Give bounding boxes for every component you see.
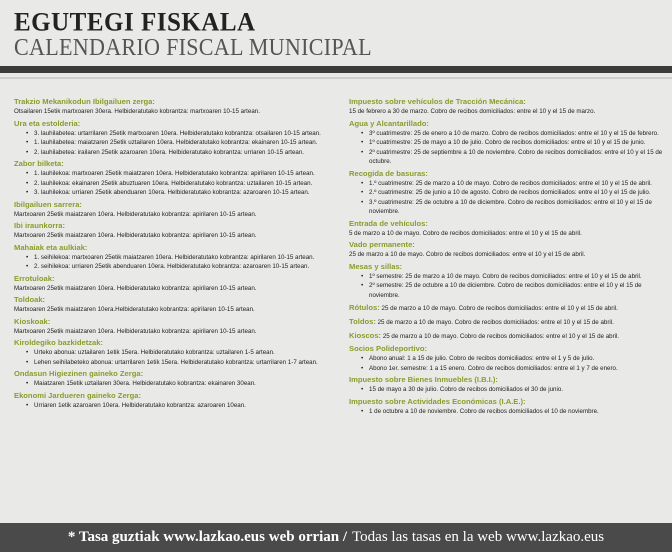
section-kioscos xyxy=(349,331,667,342)
list-item: • 3. lauhilekoa: urriaren 25etik abenduaren 10era. Helbideratutako kobrantza: azaroaren 10-15 artean. xyxy=(26,188,334,198)
section-text: 25 de marzo a 10 de mayo. Cobro de recibos domiciliados: entre el 10 y el 15 de abril. xyxy=(382,333,620,340)
section-zabor xyxy=(14,159,334,198)
divider-line xyxy=(0,77,672,79)
section-heading: Toldoak: xyxy=(14,295,46,304)
list-item: • Abono anual: 1 a 15 de julio. Cobro de recibos domiciliados: entre el 1 y 5 de julio. xyxy=(361,354,667,364)
section-heading: Impuesto sobre Actividades Económicas (I.A.E.): xyxy=(349,396,526,406)
list-item: • Maiatzaren 15etik uztailaren 30era. Helbideratutako kobrantza: ekainaren 30ean. xyxy=(26,379,334,389)
spanish-column xyxy=(349,95,667,418)
section-mahaiak xyxy=(14,243,334,272)
section-ibi xyxy=(349,375,667,395)
section-vado xyxy=(349,240,667,260)
section-text: 25 de marzo a 10 de mayo. Cobro de recibos domiciliados: entre el 10 y el 15 de abril. xyxy=(349,251,586,258)
section-text: 5 de marzo a 10 de mayo. Cobro de recibos domiciliados: entre el 10 y el 15 de abril. xyxy=(349,229,582,237)
section-heading: Ondasun Higiezinen gaineko Zerga: xyxy=(14,369,144,378)
section-text: Martxoaren 25etik maiatzaren 10era. Helbideratutako kobrantza: apirilaren 10-15 artean. xyxy=(14,232,257,239)
section-heading: Ekonomi Jardueren gaineko Zerga: xyxy=(14,390,142,400)
list-item: • 1. lauhilekoa: martxoaren 25etik maiatzaren 10era. Helbideratutako kobrantza: apirilaren 10-15 artean. xyxy=(26,169,334,179)
list-item: • 1. seihilekoa: martxoaren 25etik maiatzaren 10era. Helbideratutako kobrantza: apirilaren 10-15 artean. xyxy=(26,253,334,263)
section-heading: Vado permanente: xyxy=(349,240,415,249)
list-item: • 2.º cuatrimestre: 25 de junio a 10 de agosto. Cobro de recibos domiciliados: entre el 10 y el 15 de julio. xyxy=(361,188,667,198)
section-heading: Rótulos: xyxy=(349,303,380,312)
section-errotuloak xyxy=(14,274,334,294)
page-title-spanish: CALENDARIO FISCAL MUNICIPAL xyxy=(14,35,372,61)
section-text: 15 de febrero a 30 de marzo. Cobro de recibos domiciliados: entre el 10 y el 15 de marzo. xyxy=(349,108,596,115)
section-text: Martxoaren 25etik maiatzaren 10era. Helbideratutako kobrantza: apirilaren 10-15 artean. xyxy=(14,210,257,218)
section-heading: Agua y Alcantarillado: xyxy=(349,118,429,128)
section-heading: Kioscos: xyxy=(349,331,382,340)
list-item: • Urteko abonua: uztailaren 1etik 15era. Helbideratutako kobrantza: uztailaren 1-5 artean. xyxy=(26,348,334,358)
section-toldoak xyxy=(14,295,334,315)
section-ibi-iraunkorra xyxy=(14,221,334,241)
section-ibilgailuen-sarrera xyxy=(14,200,334,220)
section-heading: Entrada de vehículos: xyxy=(349,218,428,228)
section-heading: Mesas y sillas: xyxy=(349,261,403,271)
footer-banner xyxy=(0,523,672,552)
list-item: • 3. lauhilabetea: urtarrilaren 25etik martxoaren 10era. Helbideratutako kobrantza: otsailaren 10-15 artean. xyxy=(26,129,334,139)
list-item: • 1º cuatrimestre: 25 de mayo a 10 de julio. Cobro de recibos domiciliados: entre el 10 y el 15 de junio. xyxy=(361,138,667,148)
section-heading: Kiroldegiko bazkidetzak: xyxy=(14,338,104,347)
section-ekonomi-jardueren xyxy=(14,391,334,411)
section-basuras xyxy=(349,169,667,217)
section-heading: Ura eta estolderia: xyxy=(14,118,81,128)
section-heading: Errotuloak: xyxy=(14,273,55,283)
section-heading: Toldos: xyxy=(349,317,376,326)
footer-basque-text: * Tasa guztiak www.lazkao.eus web orrian / xyxy=(67,529,348,545)
section-text: 25 de marzo a 10 de mayo. Cobro de recibos domiciliados: entre el 10 y el 15 de abril. xyxy=(381,305,618,312)
section-iae xyxy=(349,397,667,417)
section-text: Martxoaren 25etik maiatzaren 10era. Helbideratutako kobrantza: apirilaren 10-15 artean. xyxy=(14,284,257,292)
section-toldos xyxy=(349,317,667,328)
section-kioskoak xyxy=(14,317,334,337)
section-vehiculos-traccion xyxy=(349,97,667,117)
list-item: • Abono 1er. semestre: 1 a 15 enero. Cobro de recibos domiciliados: entre el 1 y 7 de enero. xyxy=(361,364,667,374)
list-item: • 1 de octubre a 10 de noviembre. Cobro de recibos domiciliados el 10 de noviembre. xyxy=(361,407,667,417)
list-item: • 3º cuatrimestre: 25 de enero a 10 de marzo. Cobro de recibos domiciliados: entre el 10 y el 15 de febrero. xyxy=(361,129,667,139)
section-text: Martxoaren 25etik maiatzaren 10era. Helbideratutako kobrantza: apirilaren 10-15 artean. xyxy=(14,327,257,335)
section-heading: Impuesto sobre vehículos de Tracción Mecánica: xyxy=(349,97,526,106)
section-heading: Zabor bilketa: xyxy=(14,159,64,168)
title-bar-divider xyxy=(0,66,672,73)
list-item: • 2. lauhilabetea: irailaren 25etik azaroaren 10era. Helbideratutako kobrantza: urriaren 10-15 artean. xyxy=(26,148,334,158)
basque-column xyxy=(14,95,334,412)
section-text: 25 de marzo a 10 de mayo. Cobro de recibos domiciliados: entre el 10 y el 15 de abril. xyxy=(377,319,614,326)
page-title-basque: EGUTEGI FISKALA xyxy=(14,8,256,37)
section-ondasun-higiezinen xyxy=(14,369,334,389)
list-item: • Lehen seihilabeteko abonua: urtarrilaren 1etik 15era. Helbideratutako kobrantza: urtarrilaren 1-7 artean. xyxy=(26,358,334,368)
section-heading: Ibi iraunkorra: xyxy=(14,221,66,230)
list-item: • Urriaren 1etik azaroaren 10era. Helbideratutako kobrantza: azaroaren 10ean. xyxy=(26,401,334,411)
section-entrada-vehiculos xyxy=(349,219,667,239)
footer-spanish-text: Todas las tasas en la web www.lazkao.eus xyxy=(352,529,605,545)
list-item: • 1. lauhilabetea: maiatzaren 25etik uztailaren 10era. Helbideratutako kobrantza: ekainaren 10-15 artean. xyxy=(26,138,334,148)
section-text: Otsailaren 15etik martxoaren 30era. Helbideratutako kobrantza: martxoaren 10-15 artean. xyxy=(14,108,260,115)
section-heading: Recogida de basuras: xyxy=(349,168,428,178)
list-item: • 2º semestre: 25 de octubre a 10 de diciembre. Cobro de recibos domiciliados: entre el 10 y el 15 de noviembre. xyxy=(361,281,667,300)
section-heading: Trakzio Mekanikodun Ibilgailuen zerga: xyxy=(14,97,155,106)
section-mesas xyxy=(349,262,667,301)
section-heading: Ibilgailuen sarrera: xyxy=(14,199,82,209)
section-socios xyxy=(349,344,667,373)
section-kiroldegi xyxy=(14,338,334,367)
list-item: • 1.º cuatrimestre: 25 de marzo a 10 de mayo. Cobro de recibos domiciliados: entre el 10 y el 15 de abril. xyxy=(361,179,667,189)
list-item: • 1º semestre: 25 de marzo a 10 de mayo. Cobro de recibos domiciliados: entre el 10 y el 15 de abril. xyxy=(361,272,667,282)
section-heading: Socios Polideportivo: xyxy=(349,344,428,353)
list-item: • 2. lauhilekoa: ekainaren 25etik abuztuaren 10era. Helbideratutako kobrantza: uztailaren 10-15 artean. xyxy=(26,179,334,189)
list-item: • 2. seihilekoa: urriaren 25etik abenduaren 10era. Helbideratutako kobrantza: azaroaren 10-15 artean. xyxy=(26,262,334,272)
section-heading: Kioskoak: xyxy=(14,316,51,326)
section-ura xyxy=(14,119,334,158)
section-heading: Mahaiak eta aulkiak: xyxy=(14,242,88,252)
section-heading: Impuesto sobre Bienes Inmuebles (I.B.I.): xyxy=(349,375,498,384)
list-item: • 2º cuatrimestre: 25 de septiembre a 10 de noviembre. Cobro de recibos domiciliados: entre el 10 y el 15 de octubre. xyxy=(361,148,667,167)
list-item: • 3.º cuatrimestre: 25 de octubre a 10 de diciembre. Cobro de recibos domiciliados: entre el 10 y el 15 de noviembre. xyxy=(361,198,667,217)
section-agua xyxy=(349,119,667,167)
section-rotulos xyxy=(349,303,667,314)
list-item: • 15 de mayo a 30 de julio. Cobro de recibos domiciliados el 30 de junio. xyxy=(361,385,667,395)
section-trakzio xyxy=(14,97,334,117)
section-text: Martxoaren 25etik maiatzaren 10era.Helbideratutako kobrantza: apirilaren 10-15 artean. xyxy=(14,306,255,313)
